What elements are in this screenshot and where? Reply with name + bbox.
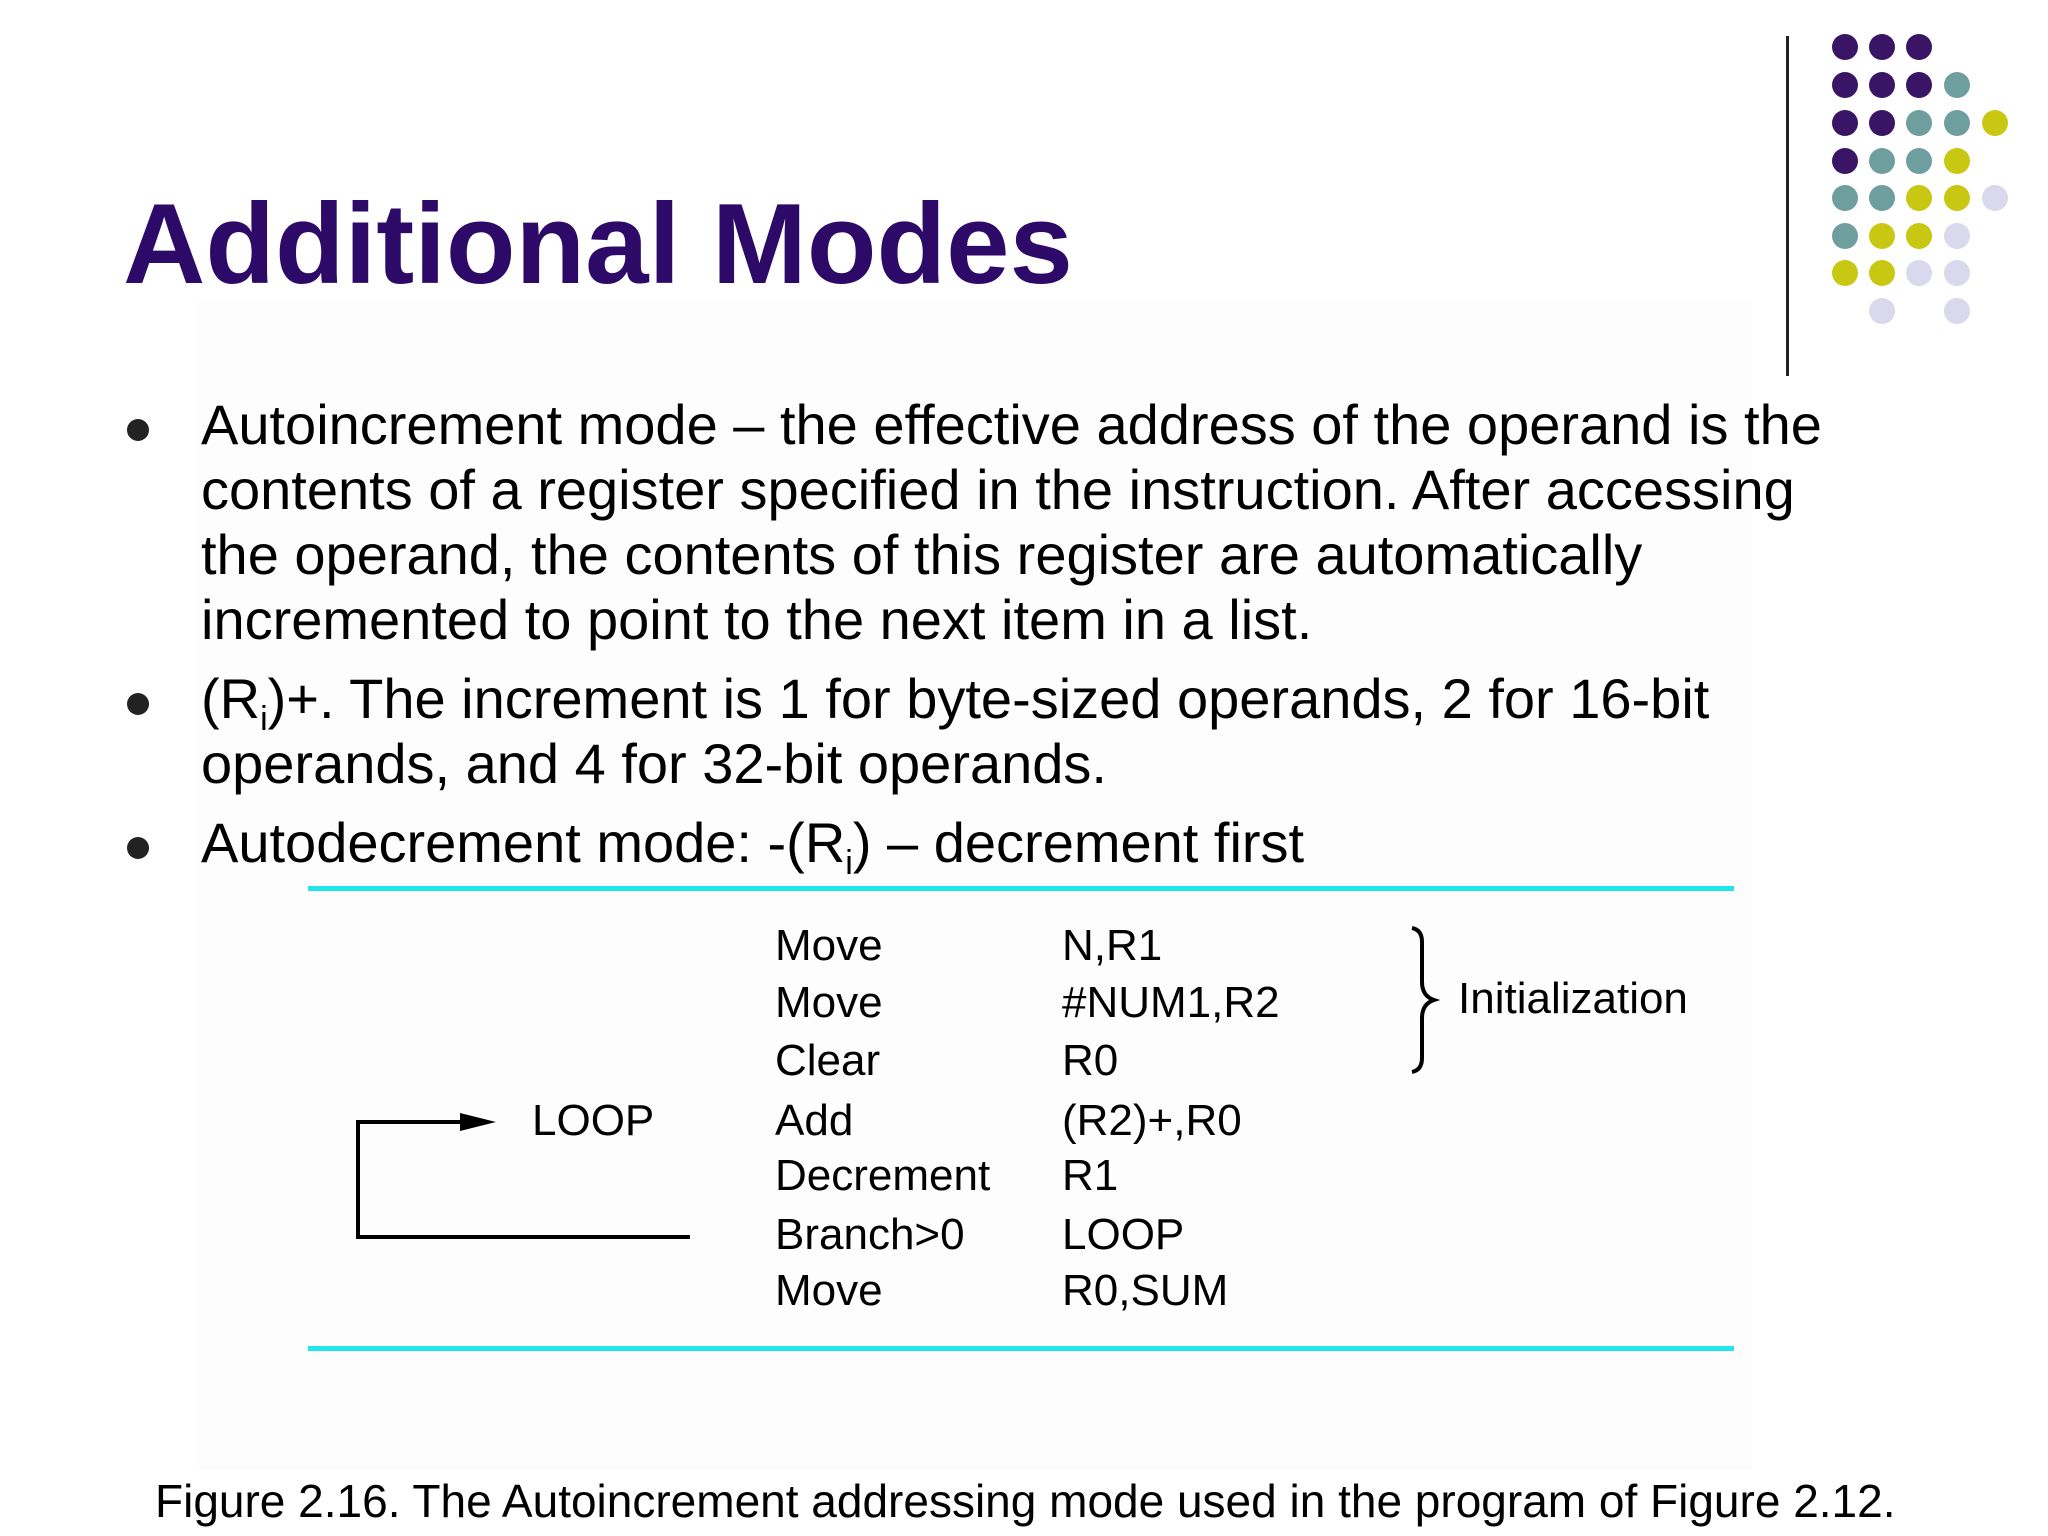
decorative-dot (1869, 148, 1895, 174)
bullet-text: Autoincrement mode – the effective address of the operand is the contents of a register specified in the instruction. After accessing the operand, the contents of this register are automatically incremented to point to the next item in a list. (201, 393, 1822, 651)
arrow-head-icon (460, 1113, 496, 1131)
program-args: R0 (1062, 1036, 1119, 1085)
bullet-dot (127, 837, 149, 859)
bullet-text-post: )+. The increment is 1 for byte-sized operands, 2 for 16-bit operands, and 4 for 32-bit operands. (201, 667, 1710, 795)
program-op: Decrement (775, 1151, 991, 1200)
program-op: Move (775, 978, 883, 1027)
loop-label: LOOP (532, 1096, 655, 1145)
bullet-item (123, 666, 1863, 796)
decorative-dot (1906, 223, 1932, 249)
decorative-dot (1869, 298, 1895, 324)
bullet-item (123, 392, 1863, 652)
decorative-dot (1944, 223, 1970, 249)
decorative-dot (1906, 72, 1932, 98)
decorative-dot (1869, 260, 1895, 286)
figure-caption: Figure 2.16. The Autoincrement addressing mode used in the program of Figure 2.12. (155, 1475, 1896, 1527)
bullet-list (123, 392, 1863, 889)
decorative-dot (1944, 260, 1970, 286)
program-args: (R2)+,R0 (1062, 1096, 1242, 1145)
bullet-subscript: i (845, 844, 853, 882)
vertical-divider (1786, 36, 1789, 376)
program-op: Move (775, 921, 883, 970)
program-op: Move (775, 1266, 883, 1315)
decorative-dot (1832, 148, 1858, 174)
decorative-dot (1944, 298, 1970, 324)
program-args: #NUM1,R2 (1062, 978, 1280, 1027)
bullet-text-post: ) – decrement first (852, 811, 1305, 874)
decorative-dot (1906, 110, 1932, 136)
decorative-dot (1906, 34, 1932, 60)
decorative-dot (1832, 260, 1858, 286)
decorative-dot (1832, 34, 1858, 60)
decorative-dot (1869, 34, 1895, 60)
decorative-dot (1832, 110, 1858, 136)
decorative-dot (1869, 223, 1895, 249)
decorative-dot (1982, 185, 2008, 211)
decorative-dot (1869, 72, 1895, 98)
slide-title: Additional Modes (123, 181, 1073, 308)
loop-arrow (340, 1100, 720, 1250)
figure-top-rule (308, 886, 1734, 891)
decorative-dot (1944, 148, 1970, 174)
initialization-label: Initialization (1458, 974, 1688, 1023)
decorative-dot (1906, 260, 1932, 286)
decorative-dot (1944, 72, 1970, 98)
bullet-text-pre: (R (201, 667, 261, 730)
decorative-dot (1944, 185, 1970, 211)
program-args: N,R1 (1062, 921, 1163, 970)
bullet-subscript: i (260, 700, 268, 738)
decorative-dot (1944, 110, 1970, 136)
program-op: Clear (775, 1036, 881, 1085)
decorative-dot (1869, 110, 1895, 136)
bullet-dot (127, 419, 149, 441)
bullet-dot (127, 693, 149, 715)
program-args: R0,SUM (1062, 1266, 1229, 1315)
decorative-dot (1832, 185, 1858, 211)
program-args: R1 (1062, 1151, 1119, 1200)
program-op: Branch>0 (775, 1210, 965, 1259)
decorative-dot (1832, 72, 1858, 98)
figure-bottom-rule (308, 1346, 1734, 1351)
decorative-dot (1906, 148, 1932, 174)
initialization-brace (1390, 920, 1450, 1080)
decorative-dot (1832, 223, 1858, 249)
program-op: Add (775, 1096, 854, 1145)
program-args: LOOP (1062, 1210, 1185, 1259)
bullet-text-pre: Autodecrement mode: -(R (201, 811, 846, 874)
bullet-item (123, 810, 1863, 882)
decorative-dot (1982, 110, 2008, 136)
decorative-dot (1869, 185, 1895, 211)
decorative-dot (1906, 185, 1932, 211)
